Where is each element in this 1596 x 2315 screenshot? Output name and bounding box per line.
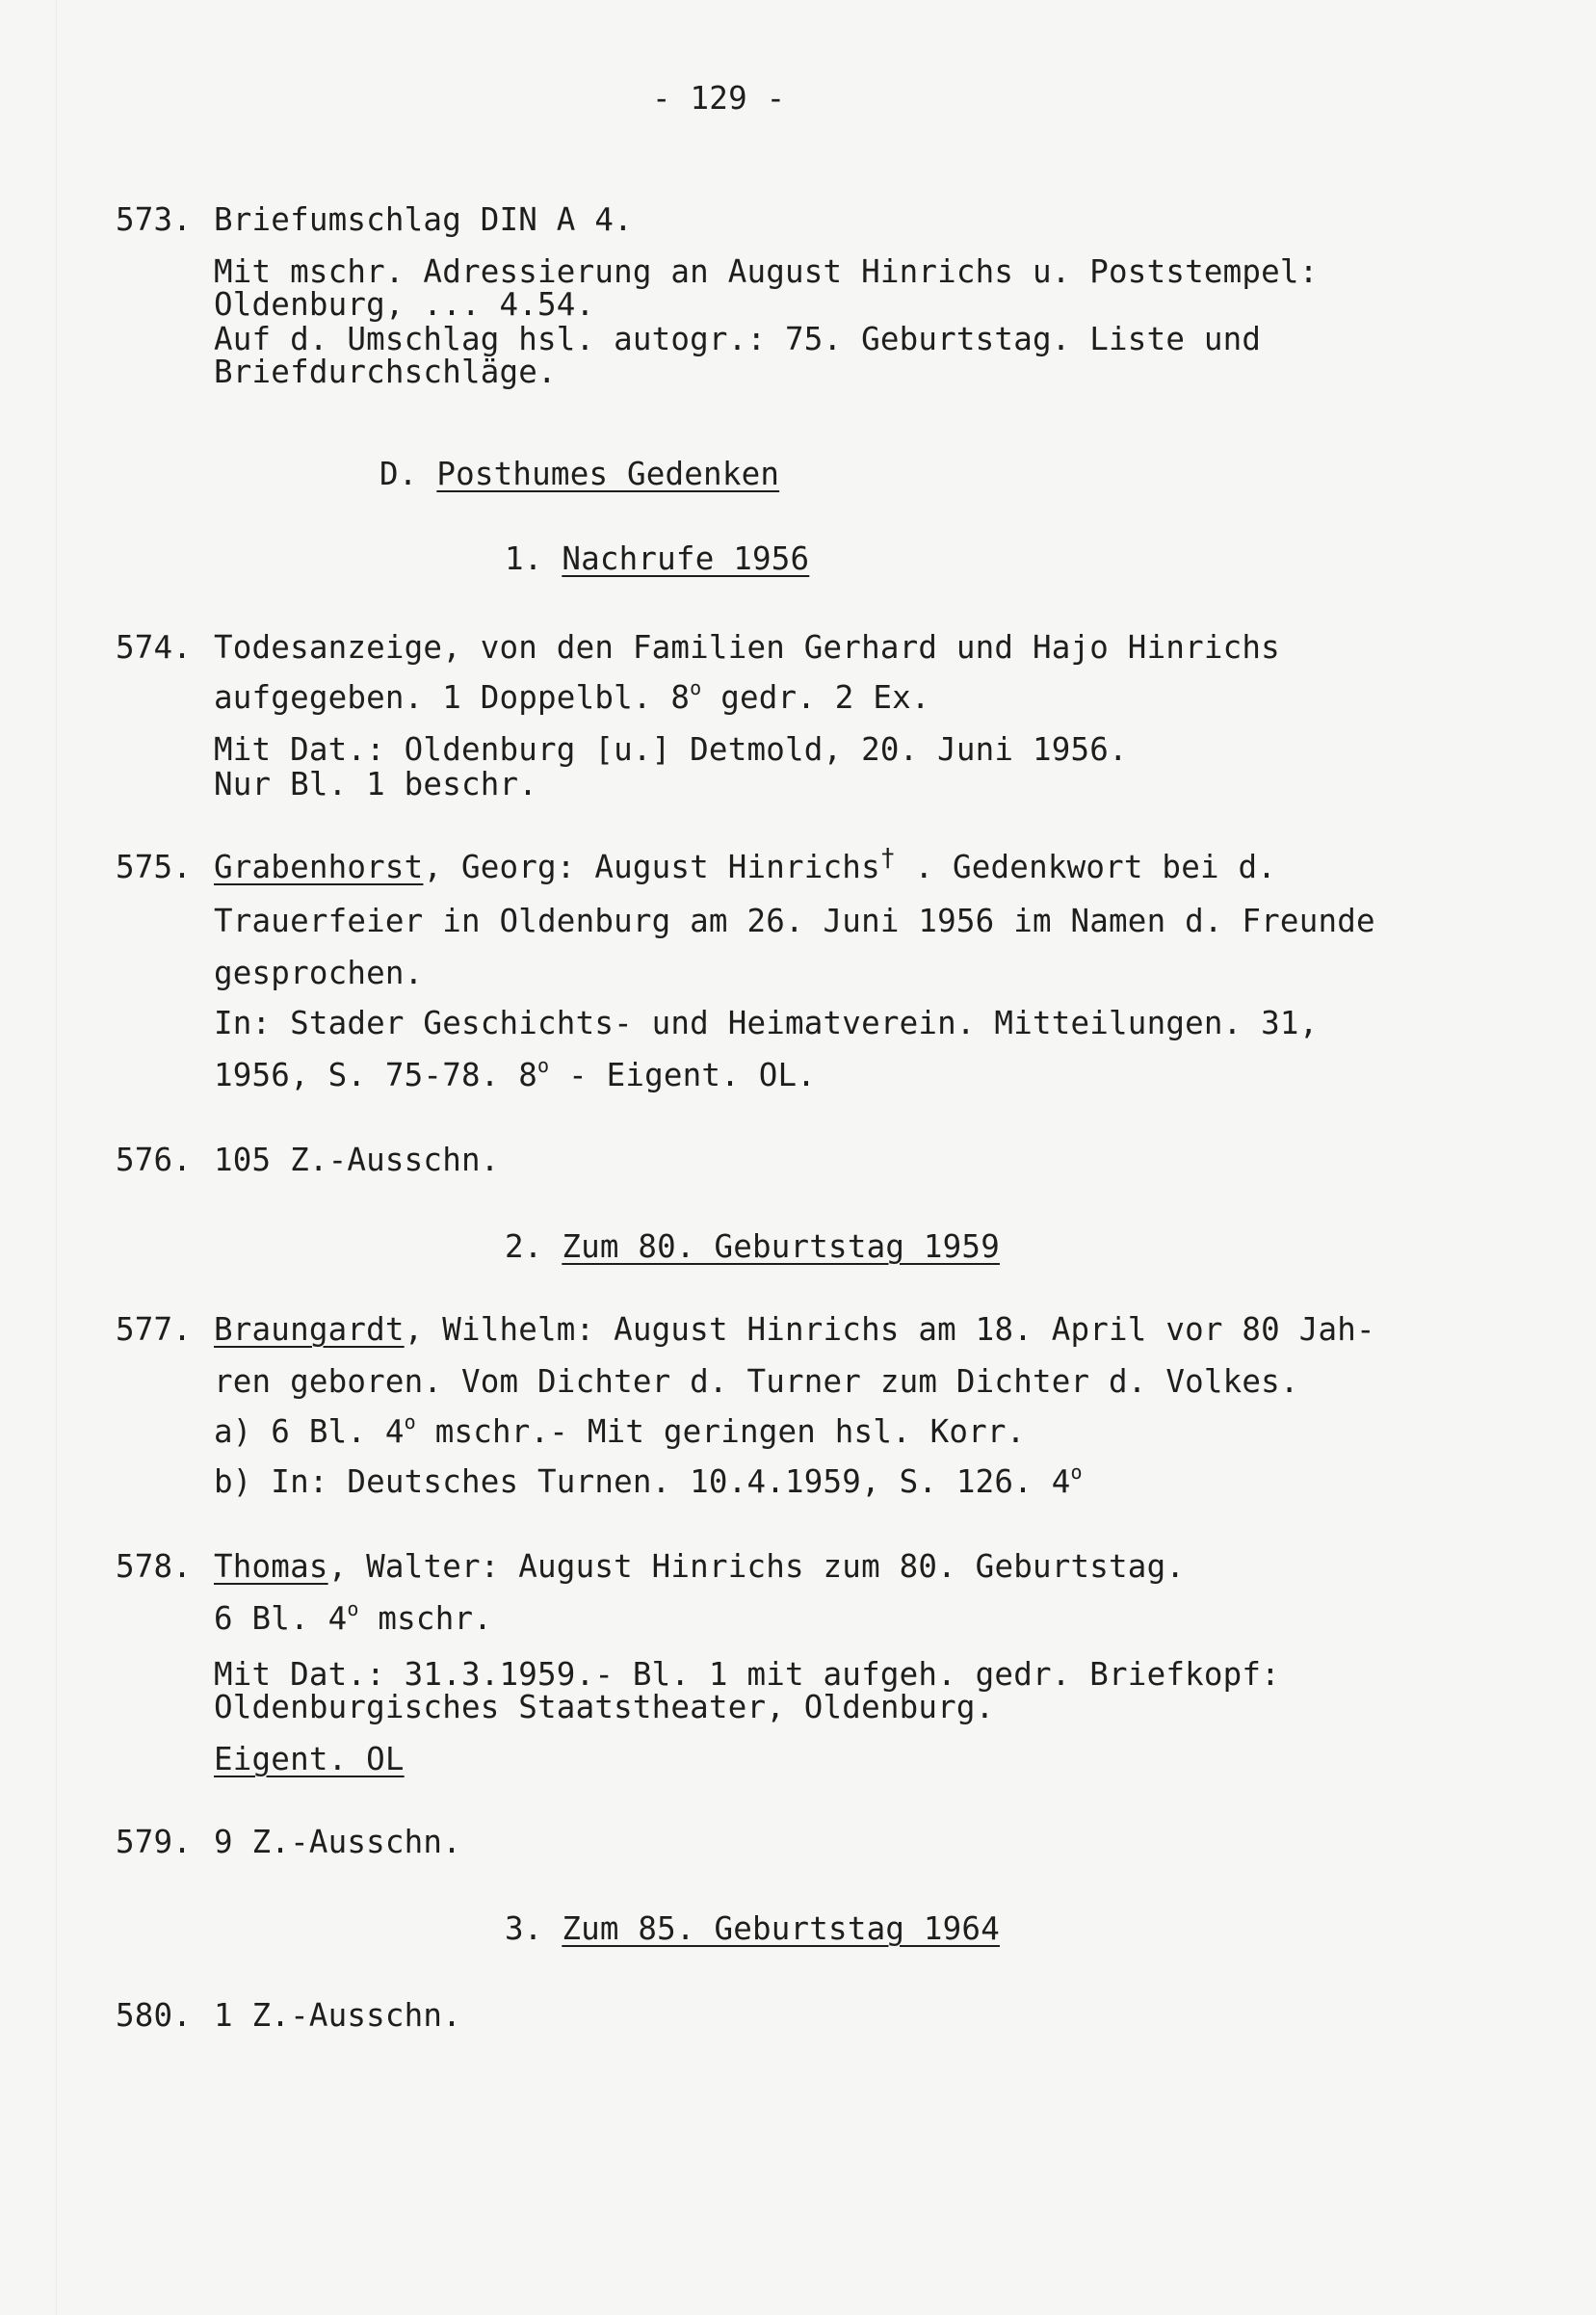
text-part: , Walter: August Hinrichs zum 80. Geburtstag. bbox=[327, 1548, 1186, 1585]
entry-574-line-1: Todesanzeige, von den Familien Gerhard und Hajo Hinrichs bbox=[214, 629, 1280, 666]
subsection-heading-3 bbox=[505, 1909, 1000, 1948]
superscript: o bbox=[347, 1597, 359, 1620]
entry-573-line-1: Briefumschlag DIN A 4. bbox=[214, 201, 633, 238]
superscript: o bbox=[690, 676, 702, 699]
superscript: o bbox=[537, 1054, 550, 1077]
entry-575-line-1 bbox=[214, 844, 1277, 886]
entry-number-578: 578. bbox=[116, 1548, 193, 1585]
author-name: Thomas bbox=[214, 1548, 328, 1585]
entry-number-573: 573. bbox=[116, 201, 193, 238]
entry-578-line-4: Oldenburgisches Staatstheater, Oldenburg. bbox=[214, 1689, 995, 1725]
text-part: b) In: Deutsches Turnen. 10.4.1959, S. 126. 4 bbox=[214, 1463, 1071, 1500]
entry-574-line-3: Mit Dat.: Oldenburg [u.] Detmold, 20. Juni 1956. bbox=[214, 731, 1128, 768]
entry-577-line-3 bbox=[214, 1412, 1025, 1451]
subsection-heading-1 bbox=[505, 539, 809, 578]
entry-number-580: 580. bbox=[116, 1997, 193, 2034]
subsection-prefix: 1. bbox=[505, 540, 543, 577]
entry-578-line-2 bbox=[214, 1599, 492, 1638]
entry-number-574: 574. bbox=[116, 629, 193, 666]
text-part: gedr. 2 Ex. bbox=[701, 679, 930, 716]
entry-575-line-2: Trauerfeier in Oldenburg am 26. Juni 1956 im Namen d. Freunde bbox=[214, 903, 1375, 939]
entry-573-line-4: Auf d. Umschlag hsl. autogr.: 75. Geburtstag. Liste und bbox=[214, 321, 1262, 357]
author-name: Grabenhorst bbox=[214, 849, 424, 885]
text-part: , Georg: August Hinrichs bbox=[423, 849, 880, 885]
text-part: - Eigent. OL. bbox=[549, 1057, 817, 1093]
subsection-title: Nachrufe 1956 bbox=[562, 540, 810, 577]
superscript: o bbox=[1070, 1460, 1083, 1484]
subsection-prefix: 3. bbox=[505, 1910, 543, 1947]
subsection-title: Zum 85. Geburtstag 1964 bbox=[562, 1910, 1000, 1947]
entry-number-579: 579. bbox=[116, 1824, 193, 1860]
entry-576-line-1: 105 Z.-Ausschn. bbox=[214, 1142, 500, 1178]
subsection-prefix: 2. bbox=[505, 1228, 543, 1265]
text-part: 1956, S. 75-78. 8 bbox=[214, 1057, 538, 1093]
superscript: o bbox=[404, 1410, 416, 1434]
text-part: aufgegeben. 1 Doppelbl. 8 bbox=[214, 679, 691, 716]
entry-574-line-4: Nur Bl. 1 beschr. bbox=[214, 766, 538, 802]
entry-number-575: 575. bbox=[116, 849, 193, 885]
text-part: a) 6 Bl. 4 bbox=[214, 1413, 405, 1450]
section-prefix: D. bbox=[379, 456, 418, 492]
entry-575-line-3: gesprochen. bbox=[214, 955, 424, 991]
text-part: mschr. bbox=[358, 1600, 492, 1637]
entry-575-line-4: In: Stader Geschichts- und Heimatverein. Mitteilungen. 31, bbox=[214, 1005, 1319, 1041]
binder-shadow bbox=[56, 0, 57, 2315]
page-number: - 129 - bbox=[652, 80, 786, 117]
entry-578-line-1 bbox=[214, 1547, 1185, 1586]
entry-577-line-1 bbox=[214, 1310, 1375, 1349]
entry-573-line-5: Briefdurchschläge. bbox=[214, 354, 557, 390]
text-part: . Gedenkwort bei d. bbox=[895, 849, 1277, 885]
entry-579-line-1: 9 Z.-Ausschn. bbox=[214, 1824, 461, 1860]
text-part: 6 Bl. 4 bbox=[214, 1600, 348, 1637]
entry-573-line-2: Mit mschr. Adressierung an August Hinrichs u. Poststempel: bbox=[214, 253, 1319, 290]
text-part: mschr.- Mit geringen hsl. Korr. bbox=[415, 1413, 1026, 1450]
entry-580-line-1: 1 Z.-Ausschn. bbox=[214, 1997, 461, 2034]
dagger-symbol: † bbox=[879, 844, 896, 873]
subsection-title: Zum 80. Geburtstag 1959 bbox=[562, 1228, 1000, 1265]
entry-577-line-2: ren geboren. Vom Dichter d. Turner zum Dichter d. Volkes. bbox=[214, 1363, 1299, 1400]
subsection-heading-2 bbox=[505, 1227, 1000, 1266]
entry-578-line-5: Eigent. OL bbox=[214, 1741, 405, 1777]
entry-number-576: 576. bbox=[116, 1142, 193, 1178]
entry-number-577: 577. bbox=[116, 1311, 193, 1348]
entry-577-line-4 bbox=[214, 1462, 1083, 1501]
section-title: Posthumes Gedenken bbox=[436, 456, 780, 492]
text-part: , Wilhelm: August Hinrichs am 18. April vor 80 Jah- bbox=[404, 1311, 1375, 1348]
section-heading-d bbox=[379, 455, 779, 493]
entry-575-line-5 bbox=[214, 1056, 816, 1094]
entry-578-line-3: Mit Dat.: 31.3.1959.- Bl. 1 mit aufgeh. gedr. Briefkopf: bbox=[214, 1656, 1280, 1693]
author-name: Braungardt bbox=[214, 1311, 405, 1348]
entry-573-line-3: Oldenburg, ... 4.54. bbox=[214, 286, 595, 323]
entry-574-line-2 bbox=[214, 678, 930, 717]
